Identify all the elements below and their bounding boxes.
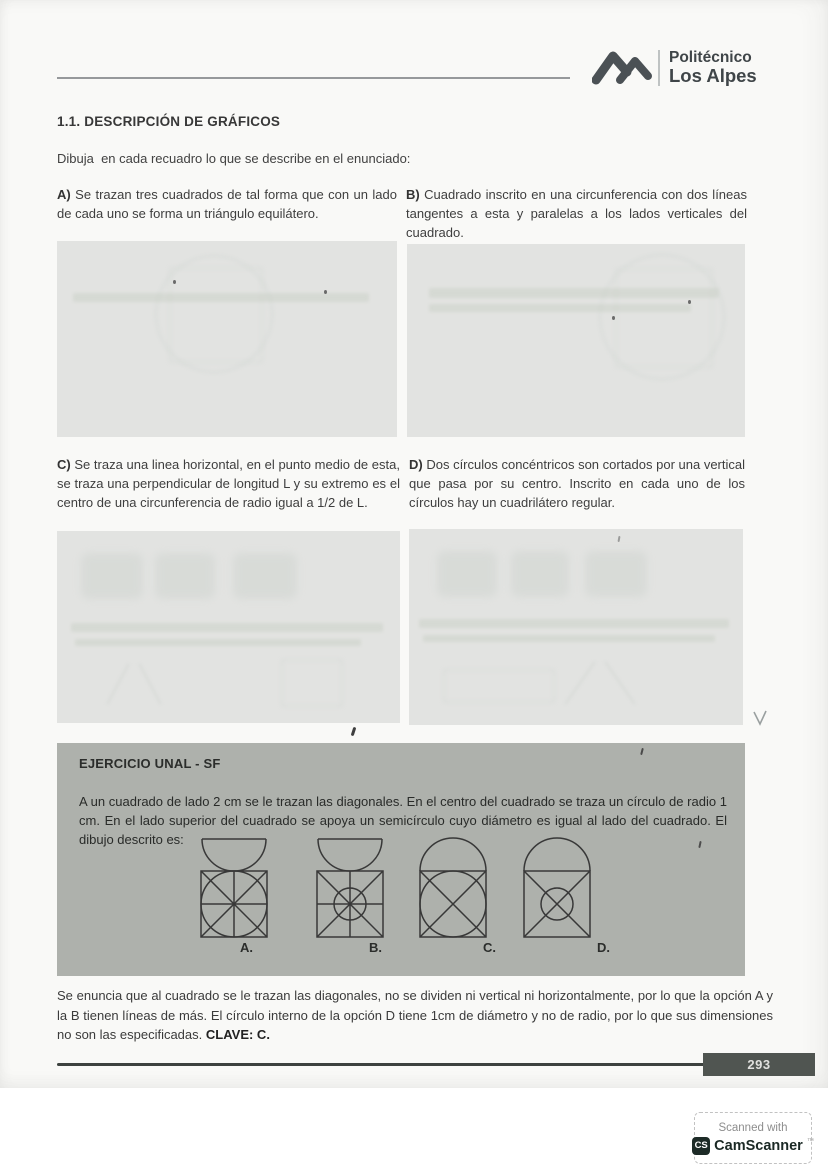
- logo-text: [669, 50, 757, 85]
- logo-divider: [658, 50, 660, 86]
- drawing-box-a: [57, 241, 397, 437]
- camscanner-brand: CamScanner: [714, 1137, 803, 1154]
- scan-artifact: [615, 268, 713, 368]
- scan-artifact: [81, 553, 143, 599]
- scan-artifact: [419, 619, 729, 628]
- option-figure-a: [198, 835, 270, 939]
- scan-artifact: [423, 635, 715, 642]
- logo-line1: Politécnico: [669, 48, 752, 66]
- check-mark: [752, 710, 768, 731]
- option-figure-c: [417, 835, 489, 939]
- header-rule: [57, 77, 570, 79]
- drawing-box-b: [407, 244, 745, 437]
- scan-artifact: [688, 300, 691, 304]
- scan-artifact: [73, 293, 369, 302]
- scan-artifact: [169, 267, 263, 363]
- prompt-b: [406, 186, 747, 242]
- trademark-symbol: ™: [806, 1137, 814, 1145]
- prompt-d-text: Dos círculos concéntricos son cortados por una vertical que pasa por su centro. Inscrito en cada uno de los círculos hay un cuadrilátero regular.: [409, 457, 745, 510]
- option-label-d: D.: [597, 940, 610, 955]
- scan-artifact: [511, 551, 569, 597]
- solution-body: Se enuncia que al cuadrado se le trazan las diagonales, no se dividen ni vertical ni horizontalmente, por lo que la opción A y la B tienen líneas de más. El círculo interno de la opción D tiene 1cm de diámetro y no de radio, por lo que sus dimensiones no son las especificadas.: [57, 988, 773, 1042]
- prompt-b-text: Cuadrado inscrito en una circunferencia con dos líneas tangentes a esta y paralelas a los lados verticales del cuadrado.: [406, 187, 747, 240]
- institution-logo: [592, 44, 757, 91]
- scan-artifact: [429, 288, 719, 298]
- scan-artifact: [233, 553, 297, 599]
- camscanner-icon: CS: [692, 1137, 710, 1155]
- scan-artifact: [155, 553, 215, 599]
- scan-artifact: [585, 551, 647, 597]
- camscanner-badge: [694, 1112, 812, 1164]
- scan-artifact: [138, 663, 161, 705]
- scan-artifact: [604, 661, 635, 705]
- prompt-d: [409, 456, 745, 512]
- drawing-box-d: [409, 529, 743, 725]
- scan-artifact: [281, 659, 343, 707]
- exercise-title: EJERCICIO UNAL - SF: [79, 756, 221, 771]
- solution-text: [57, 986, 773, 1045]
- option-label-b: B.: [369, 940, 382, 955]
- scan-artifact: [437, 551, 497, 597]
- scan-artifact: [429, 304, 691, 312]
- option-label-a: A.: [240, 940, 253, 955]
- scan-artifact: [173, 280, 176, 284]
- scanned-with-text: Scanned with: [718, 1121, 788, 1134]
- scan-artifact: [324, 290, 327, 294]
- prompt-d-label: D): [409, 457, 423, 472]
- drawing-box-c: [57, 531, 400, 723]
- scan-artifact: [564, 661, 595, 705]
- prompt-b-label: B): [406, 187, 420, 202]
- scan-artifact: [71, 623, 383, 632]
- mountain-logo-icon: [592, 44, 654, 91]
- logo-line2: Los Alpes: [669, 64, 757, 86]
- page-number-badge: 293: [703, 1053, 815, 1076]
- prompt-a-text: Se trazan tres cuadrados de tal forma que con un lado de cada uno se forma un triángulo equilátero.: [57, 187, 397, 221]
- scan-artifact: [155, 255, 273, 373]
- option-figure-b: [314, 835, 386, 939]
- option-figure-d: [521, 835, 593, 939]
- scan-artifact: [75, 639, 361, 646]
- exercise-statement: A un cuadrado de lado 2 cm se le trazan las diagonales. En el centro del cuadrado se traza un círculo de radio 1 cm. En el lado superior del cuadrado se apoya un semicírculo cuyo diámetro es igual al lado del cuadrado. El dibujo descrito es:: [79, 794, 727, 847]
- prompt-a: [57, 186, 397, 224]
- scan-artifact: [443, 669, 555, 703]
- prompt-a-label: A): [57, 187, 71, 202]
- prompt-c-label: C): [57, 457, 71, 472]
- exercise-box: [57, 743, 745, 976]
- prompt-c-text: Se traza una linea horizontal, en el punto medio de esta, se traza una perpendicular de longitud L y su extremo es el centro de una circunferencia de radio igual a 1/2 de L.: [57, 457, 400, 510]
- scan-artifact: [599, 254, 725, 380]
- footer-rule: [57, 1063, 705, 1066]
- section-title: 1.1. DESCRIPCIÓN DE GRÁFICOS: [57, 114, 281, 129]
- scan-artifact: [106, 663, 129, 705]
- instruction-text: Dibuja en cada recuadro lo que se describe en el enunciado:: [57, 151, 411, 166]
- prompt-c: [57, 456, 400, 512]
- scan-artifact: [612, 316, 615, 320]
- solution-key: CLAVE: C.: [205, 1027, 270, 1042]
- camscanner-brand-row: [692, 1137, 814, 1155]
- option-label-c: C.: [483, 940, 496, 955]
